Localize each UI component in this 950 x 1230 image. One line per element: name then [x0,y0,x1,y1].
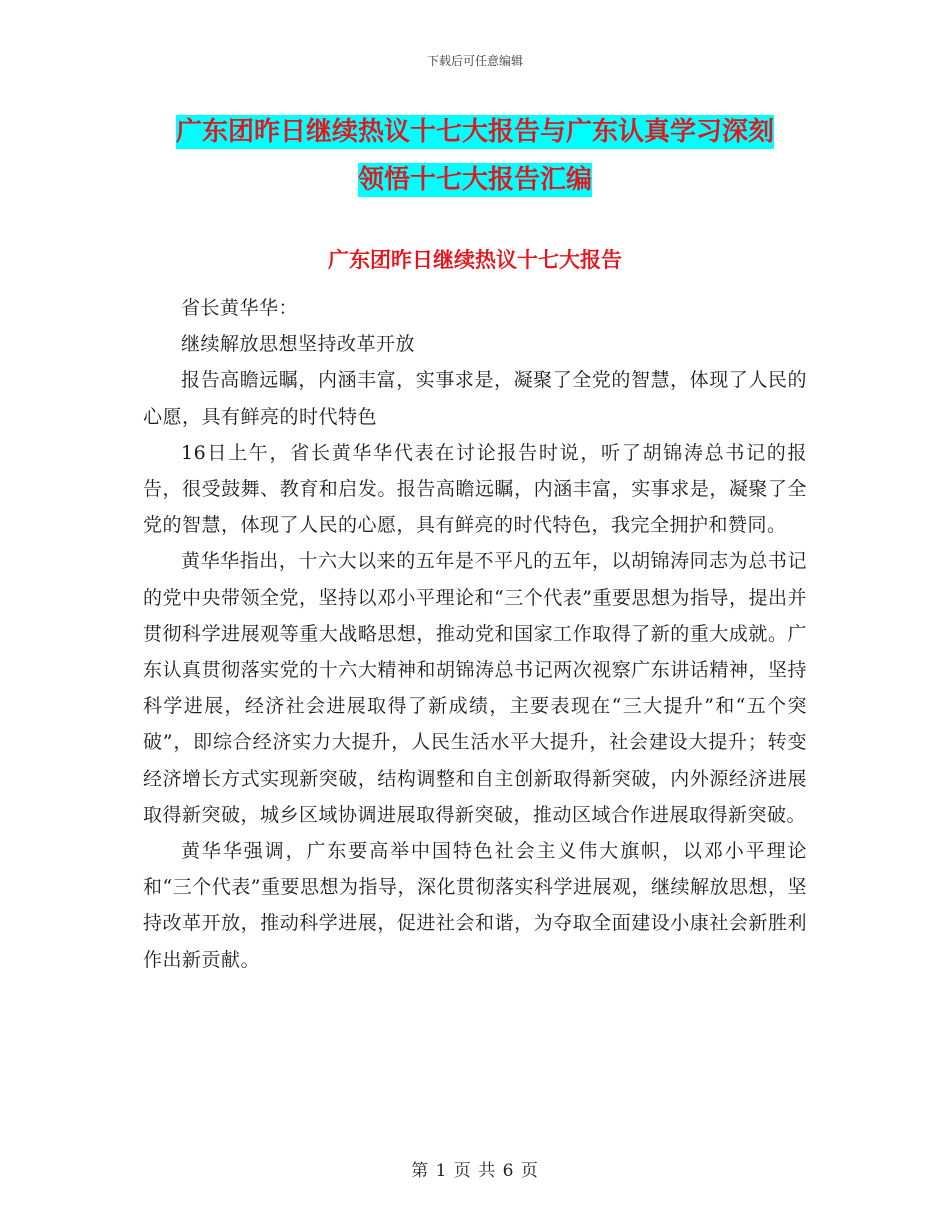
section-title: 广东团昨日继续热议十七大报告 [328,248,622,272]
paragraph: 16日上午，省长黄华华代表在讨论报告时说，听了胡锦涛总书记的报告，很受鼓舞、教育和启发。报告高瞻远瞩，内涵丰富，实事求是，凝聚了全党的智慧，体现了人民的心愿，具有鲜亮的时代特色，我完全拥护和赞同。 [143,441,807,537]
paragraph: 继续解放思想坚持改革开放 [181,333,416,356]
paragraph: 省长黄华华： [181,297,299,319]
page-number-footer: 第 1 页 共 6 页 [411,1161,539,1181]
document-title [0,108,950,204]
document-body [143,290,807,978]
document-title-line-1: 广东团昨日继续热议十七大报告与广东认真学习深刻 [175,117,774,147]
document-title-line-2: 领悟十七大报告汇编 [357,165,592,195]
paragraph: 报告高瞻远瞩，内涵丰富，实事求是，凝聚了全党的智慧，体现了人民的心愿，具有鲜亮的时代特色 [143,369,807,428]
paragraph: 黄华华指出，十六大以来的五年是不平凡的五年，以胡锦涛同志为总书记的党中央带领全党，坚持以邓小平理论和“三个代表”重要思想为指导，提出并贯彻科学进展观等重大战略思想，推动党和国家工作取得了新的重大成就。广东认真贯彻落实党的十六大精神和胡锦涛总书记两次视察广东讲话精神，坚持科学进展，经济社会进展取得了新成绩，主要表现在“三大提升”和“五个突破”，即综合经济实力大提升，人民生活水平大提升，社会建设大提升；转变经济增长方式实现新突破，结构调整和自主创新取得新突破，内外源经济进展取得新突破，城乡区域协调进展取得新突破，推动区域合作进展取得新突破。 [143,550,807,826]
paragraph: 黄华华强调，广东要高举中国特色社会主义伟大旗帜，以邓小平理论和“三个代表”重要思想为指导，深化贯彻落实科学进展观，继续解放思想，坚持改革开放，推动科学进展，促进社会和谐，为夺取全面建设小康社会新胜利作出新贡献。 [143,840,807,971]
page-header-note: 下载后可任意编辑 [426,54,523,68]
